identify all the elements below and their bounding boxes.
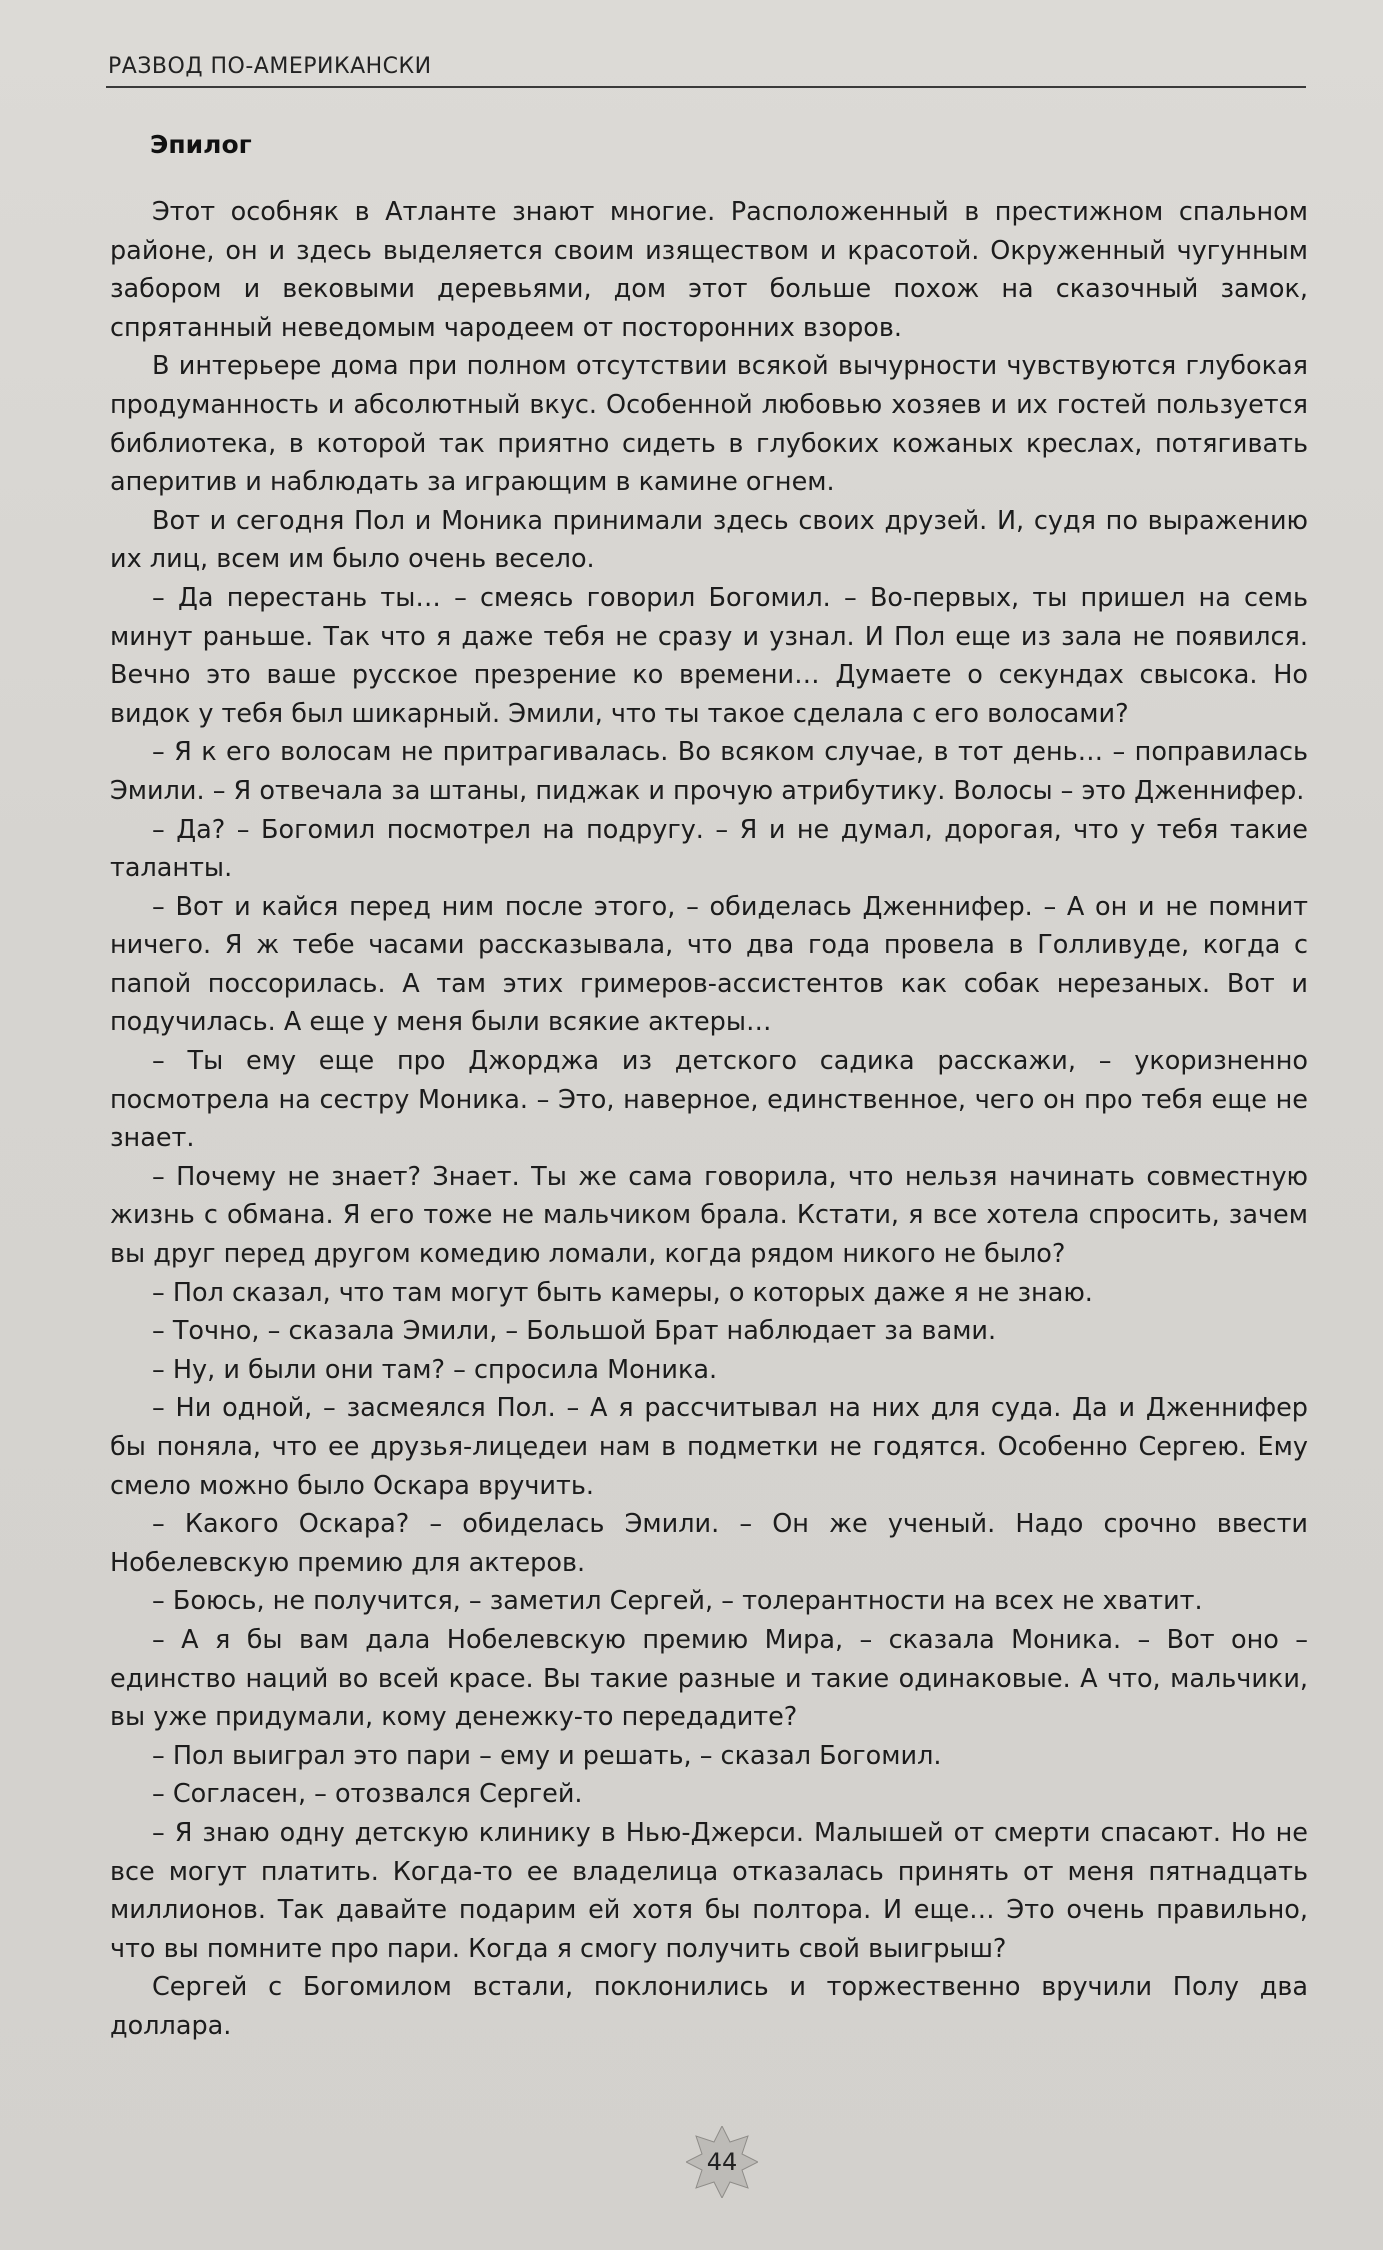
paragraph: Вот и сегодня Пол и Моника принимали здесь своих друзей. И, судя по выражению их лиц, всем им было очень весело. (110, 505, 1308, 575)
dialogue-line: – Я к его волосам не притрагивалась. Во всяком случае, в тот день… – поправилась Эмили. – Я отвечала за штаны, пиджак и прочую атрибутику. Волосы – это Дженнифер. (110, 737, 1308, 806)
dialogue-line: – Да перестань ты… – смеясь говорил Богомил. – Во-первых, ты пришел на семь минут раньше. Так что я даже тебя не сразу и узнал. И Пол еще из зала не появился. Вечно это ваше русское презрение ко времени… Думаете о секундах свысока. Но видок у тебя был шикарный. Эмили, что ты такое сделала с его волосами? (110, 582, 1308, 729)
dialogue-line: – Точно, – сказала Эмили, – Большой Брат наблюдает за вами. (152, 1316, 997, 1347)
dialogue-line: – Ни одной, – засмеялся Пол. – А я рассчитывал на них для суда. Да и Дженнифер бы поняла, что ее друзья-лицедеи нам в подметки не годятся. Особенно Сергею. Ему смело можно было Оскара вручить. (110, 1393, 1308, 1501)
dialogue-line: – Пол сказал, что там могут быть камеры, о которых даже я не знаю. (152, 1277, 1093, 1308)
running-title: РАЗВОД ПО-АМЕРИКАНСКИ (108, 54, 432, 79)
dialogue-line: – Почему не знает? Знает. Ты же сама говорила, что нельзя начинать совместную жизнь с обмана. Я его тоже не мальчиком брала. Кстати, я все хотела спросить, зачем вы друг перед другом комедию ломали, когда рядом никого не было? (110, 1161, 1308, 1270)
dialogue-line: – Ну, и были они там? – спросила Моника. (152, 1354, 718, 1385)
paragraph: Этот особняк в Атланте знают многие. Расположенный в престижном спальном районе, он и здесь выделяется своим изяществом и красотой. Окруженный чугунным забором и вековыми деревьями, дом этот больше похож на сказочный замок, спрятанный неведомым чародеем от посторонних взоров. (110, 197, 1308, 343)
dialogue-line: – Вот и кайся перед ним после этого, – обиделась Дженнифер. – А он и не помнит ничего. Я ж тебе часами рассказывала, что два года провела в Голливуде, когда с папой поссорилась. А там этих гримеров-ассистентов как собак нерезаных. Вот и подучилась. А еще у меня были всякие актеры… (110, 891, 1308, 1038)
running-header (106, 52, 1306, 88)
dialogue-line: – Я знаю одну детскую клинику в Нью-Джерси. Малышей от смерти спасают. Но не все могут платить. Когда-то ее владелица отказалась принять от меня пятнадцать миллионов. Так давайте подарим ей хотя бы полтора. И еще… Это очень правильно, что вы помните про пари. Когда я смогу получить свой выигрыш? (110, 1817, 1308, 1964)
page-number-badge (686, 2126, 758, 2198)
dialogue-line: – Да? – Богомил посмотрел на подругу. – Я и не думал, дорогая, что у тебя такие таланты. (110, 814, 1308, 884)
dialogue-line: – А я бы вам дала Нобелевскую премию Мира, – сказала Моника. – Вот оно – единство наций во всей красе. Вы такие разные и такие одинаковые. А что, мальчики, вы уже придумали, кому денежку-то передадите? (110, 1624, 1308, 1733)
paragraph: В интерьере дома при полном отсутствии всякой вычурности чувствуются глубокая продуманность и абсолютный вкус. Особенной любовью хозяев и их гостей пользуется библиотека, в которой так приятно сидеть в глубоких кожаных креслах, потягивать аперитив и наблюдать за играющим в камине огнем. (110, 351, 1308, 498)
dialogue-line: – Ты ему еще про Джорджа из детского садика расскажи, – укоризненно посмотрела на сестру Моника. – Это, наверное, единственное, чего он про тебя еще не знает. (110, 1046, 1308, 1154)
dialogue-line: – Какого Оскара? – обиделась Эмили. – Он же ученый. Надо срочно ввести Нобелевскую премию для актеров. (110, 1509, 1308, 1578)
dialogue-line: – Пол выиграл это пари – ему и решать, – сказал Богомил. (152, 1740, 942, 1771)
dialogue-line: – Боюсь, не получится, – заметил Сергей, – толерантности на всех не хватит. (152, 1586, 1203, 1617)
page-number: 44 (706, 2148, 738, 2176)
page-body (110, 130, 1308, 2046)
dialogue-line: – Согласен, – отозвался Сергей. (152, 1779, 583, 1810)
paragraph: Сергей с Богомилом встали, поклонились и торжественно вручили Полу два доллара. (110, 1972, 1308, 2041)
chapter-title: Эпилог (150, 130, 252, 159)
